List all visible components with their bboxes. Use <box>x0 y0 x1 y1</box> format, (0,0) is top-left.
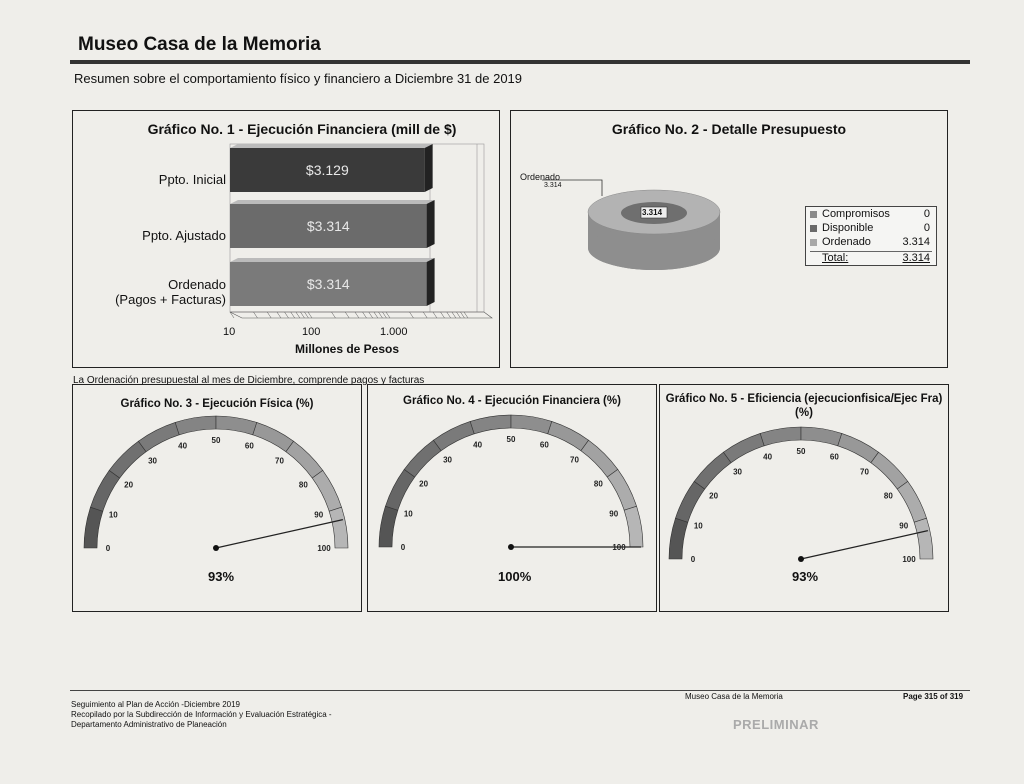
x-axis-label: Millones de Pesos <box>295 342 400 356</box>
gauge-segment <box>694 452 731 489</box>
bar-side <box>425 144 433 192</box>
x-tick <box>378 312 382 318</box>
bar <box>230 258 435 306</box>
chart2-legend <box>805 206 937 266</box>
gauge-tick-label: 90 <box>314 510 324 520</box>
x-tick <box>441 312 445 318</box>
footer-rule <box>70 690 970 691</box>
x-tick <box>386 312 390 318</box>
gauge-title: Gráfico No. 3 - Ejecución Física (%) <box>120 398 314 410</box>
report-title: Museo Casa de la Memoria <box>78 34 321 55</box>
x-tick <box>277 312 281 318</box>
chart2-donut <box>520 170 730 290</box>
x-tick <box>460 312 464 318</box>
x-tick <box>355 312 359 318</box>
gauge-tick-label: 20 <box>419 479 429 489</box>
gauge-segment <box>312 470 341 511</box>
footer-line: Seguimiento al Plan de Acción -Diciembre 2019 <box>71 700 240 709</box>
gauge-segment <box>433 421 474 450</box>
footer-page: Page 315 of 319 <box>903 692 964 701</box>
footer-line: Recopilado por la Subdirección de Información y Evaluación Estratégica - <box>71 710 332 719</box>
report-subtitle: Resumen sobre el comportamiento físico y financiero a Diciembre 31 de 2019 <box>74 71 523 86</box>
gauge-segment <box>253 422 294 451</box>
callout-line <box>542 180 602 196</box>
gauge-tick-label: 20 <box>709 491 719 501</box>
legend-value: 0 <box>923 222 930 234</box>
gauge-segment <box>175 416 216 435</box>
gauge-segment <box>286 441 323 478</box>
gauge-segment <box>801 427 842 446</box>
gauge-tick-label: 10 <box>403 509 413 519</box>
x-tick <box>452 312 456 318</box>
bar-top <box>230 258 435 262</box>
bar-category-label: Ppto. Ajustado <box>142 228 226 243</box>
gauge-segment <box>138 422 179 451</box>
x-tick <box>253 312 257 318</box>
gauge-segment <box>385 469 414 510</box>
legend-total-label: Total: <box>822 252 849 264</box>
gauge-segment <box>760 427 801 446</box>
gauge-tick-label: 100 <box>612 543 626 552</box>
gauge-segment <box>624 506 643 547</box>
gauge-segment <box>548 421 589 450</box>
x-tick-label: 10 <box>223 326 236 338</box>
x-tick <box>409 312 413 318</box>
gauge-segment <box>669 518 688 559</box>
x-tick <box>382 312 386 318</box>
chart1-title: Gráfico No. 1 - Ejecución Financiera (mill de $) <box>147 121 457 137</box>
callout-label: Ordenado <box>520 172 561 182</box>
x-tick <box>363 312 367 318</box>
gauge-tick-label: 50 <box>796 447 806 456</box>
bar <box>230 200 435 248</box>
gauge-segment <box>675 481 704 522</box>
callout-value: 3.314 <box>544 182 562 189</box>
gauge-segment <box>914 518 933 559</box>
x-tick <box>374 312 378 318</box>
gauge-segment <box>511 415 552 434</box>
gauge-tick-label: 50 <box>211 436 221 445</box>
gauge-value: 100% <box>498 569 532 584</box>
legend-swatch <box>810 239 817 246</box>
gauge-hub <box>508 544 514 550</box>
legend-total-value: 3.314 <box>902 252 930 264</box>
gauge-tick-label: 70 <box>570 455 579 465</box>
x-tick <box>308 312 312 318</box>
footer-center: Museo Casa de la Memoria <box>685 692 783 701</box>
gauge-tick-label: 0 <box>105 544 111 553</box>
gauge <box>379 415 643 552</box>
gauge-tick-label: 80 <box>298 480 308 490</box>
gauge <box>669 427 933 564</box>
legend-swatch <box>810 211 817 218</box>
x-tick-label: 100 <box>302 326 321 338</box>
gauge-value: 93% <box>208 569 235 584</box>
gauge-segment <box>723 433 764 462</box>
bar-category-label-line2: (Pagos + Facturas) <box>115 292 226 307</box>
gauge-segment <box>607 469 636 510</box>
bar-data-label: $3.314 <box>306 218 350 234</box>
x-tick <box>296 312 300 318</box>
gauge-tick-label: 0 <box>400 543 406 552</box>
gauge-tick-label: 40 <box>763 452 773 462</box>
footer-line: Departamento Administrativo de Planeación <box>71 720 227 729</box>
gauge-segment <box>404 440 441 477</box>
watermark: PRELIMINAR <box>733 717 819 732</box>
gauge-tick-label: 100 <box>317 544 331 553</box>
x-tick <box>447 312 451 318</box>
legend-row <box>810 208 932 221</box>
gauge <box>84 416 348 553</box>
gauge-segment <box>216 416 257 435</box>
bar <box>230 144 433 192</box>
gauge-title: Gráfico No. 5 - Eficiencia (ejecucionfisica/Ejec Fra) (%) <box>665 393 943 419</box>
chart1-bars <box>226 140 494 330</box>
gauge-hub <box>798 556 804 562</box>
gauge-tick-label: 30 <box>148 456 157 466</box>
gauge-tick-label: 70 <box>860 467 869 477</box>
gauge-tick-label: 40 <box>473 440 483 450</box>
gauge-tick-label: 90 <box>899 521 909 531</box>
gauge-tick-label: 60 <box>244 441 254 451</box>
gauge-segment <box>897 481 926 522</box>
legend-label: Disponible <box>822 222 874 234</box>
x-tick <box>291 312 295 318</box>
gauge-tick-label: 10 <box>693 521 703 531</box>
bar-top <box>230 200 435 204</box>
gauge-segment <box>871 452 908 489</box>
x-tick-label: 1.000 <box>380 326 408 338</box>
gauge-tick-label: 30 <box>733 467 742 477</box>
gauge-tick-label: 10 <box>108 510 118 520</box>
gauge-segment <box>329 507 348 548</box>
chart2-title: Gráfico No. 2 - Detalle Presupuesto <box>611 121 847 137</box>
gauge-tick-label: 70 <box>275 456 284 466</box>
gauge-segment <box>470 415 511 434</box>
x-tick <box>345 312 349 318</box>
gauge-tick-label: 50 <box>506 435 516 444</box>
gauge-segment <box>90 470 119 511</box>
gauge-title: Gráfico No. 4 - Ejecución Financiera (%) <box>403 395 621 407</box>
gauge-segment <box>84 507 103 548</box>
bar-side <box>427 258 435 306</box>
gauge-segment <box>109 441 146 478</box>
bar-side <box>427 200 435 248</box>
legend-label: Compromisos <box>822 208 890 220</box>
x-tick <box>300 312 304 318</box>
gauge-tick-label: 60 <box>829 452 839 462</box>
bar-data-label: $3.129 <box>305 162 349 178</box>
gauge-tick-label: 80 <box>883 491 893 501</box>
footer-left <box>71 700 332 730</box>
bar-category-label <box>80 277 226 307</box>
gauge-tick-label: 60 <box>539 440 549 450</box>
legend-row <box>810 222 932 235</box>
gauge-tick-label: 90 <box>609 509 619 519</box>
bar-top <box>230 144 433 148</box>
gauge-tick-label: 80 <box>593 479 603 489</box>
x-tick <box>267 312 271 318</box>
legend-value: 3.314 <box>902 236 930 248</box>
gauge-tick-label: 40 <box>178 441 188 451</box>
gauge-segment <box>581 440 618 477</box>
gauge-segment <box>379 506 398 547</box>
gauge-tick-label: 100 <box>902 555 916 564</box>
x-tick <box>331 312 335 318</box>
x-tick <box>433 312 437 318</box>
legend-swatch <box>810 225 817 232</box>
x-tick <box>423 312 427 318</box>
gauge-tick-label: 30 <box>443 455 452 465</box>
legend-label: Ordenado <box>822 236 871 248</box>
x-tick <box>464 312 468 318</box>
bar-category-label: Ppto. Inicial <box>158 172 226 187</box>
gauge-segment <box>838 433 879 462</box>
legend-value: 0 <box>923 208 930 220</box>
x-tick <box>369 312 373 318</box>
bar-category-label-line1: Ordenado <box>168 277 226 292</box>
x-tick <box>304 312 308 318</box>
gauge-hub <box>213 545 219 551</box>
gauge-tick-label: 20 <box>124 480 134 490</box>
gauge-value: 93% <box>792 569 819 584</box>
header-rule <box>70 60 970 64</box>
x-tick <box>456 312 460 318</box>
x-tick <box>285 312 289 318</box>
bar-data-label: $3.314 <box>306 276 350 292</box>
legend-total-row <box>810 251 932 265</box>
gauge-tick-label: 0 <box>690 555 696 564</box>
chart1-note: La Ordenación presupuestal al mes de Diciembre, comprende pagos y facturas <box>73 375 425 386</box>
center-value: 3.314 <box>642 208 663 217</box>
legend-row <box>810 236 932 249</box>
